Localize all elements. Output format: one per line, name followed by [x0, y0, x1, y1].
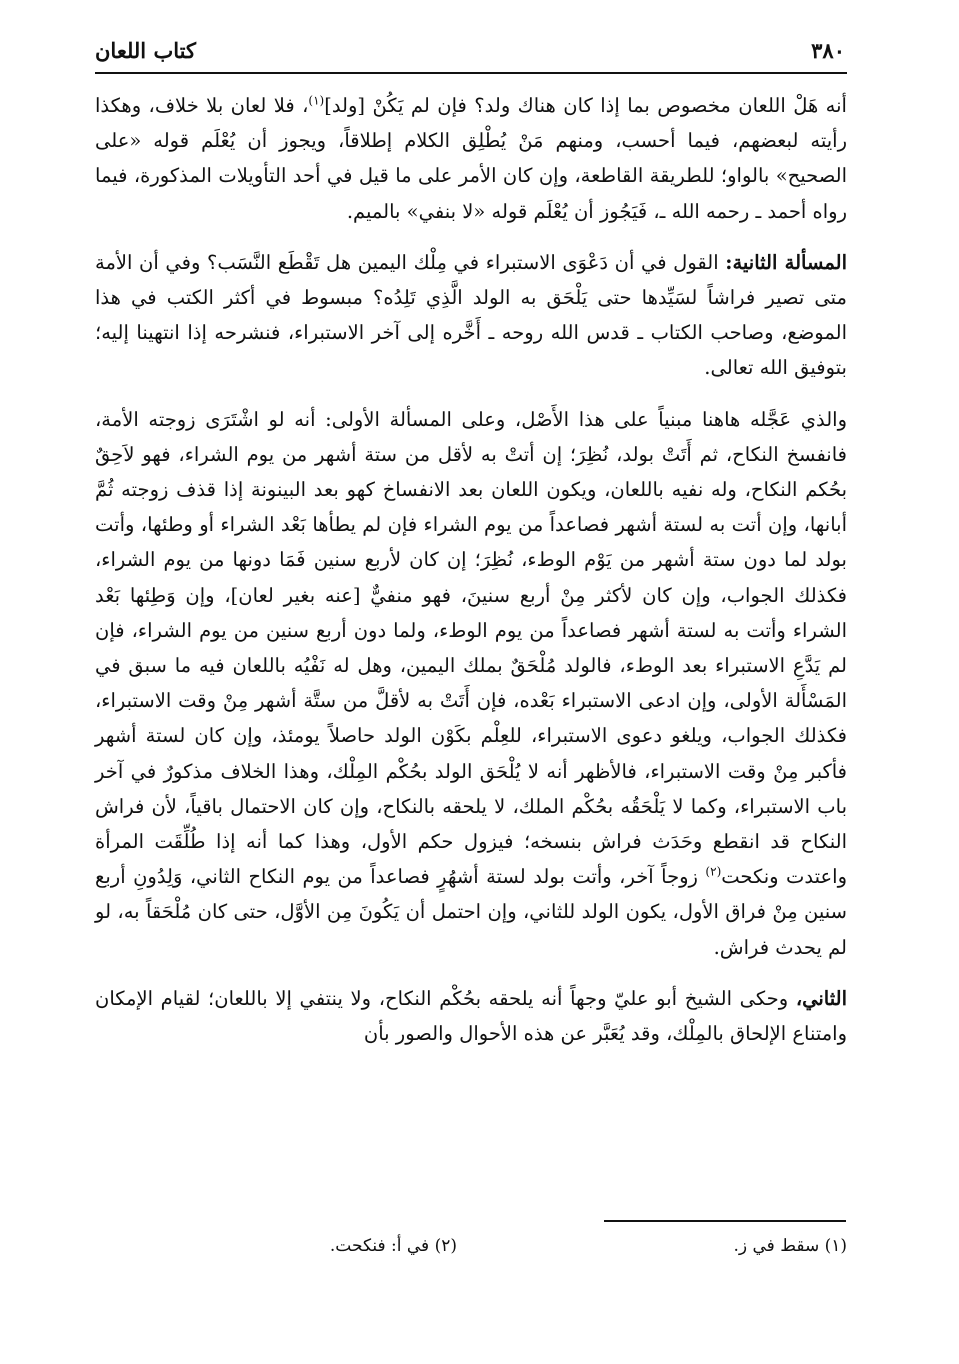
- paragraph-2: [95, 245, 847, 386]
- paragraph-text-start: القول في أن دَعْوَى الاستبراء في مِلْك اليمين هل تَقْطَع النَّسَب؟ وفي أن الأمة متى تصير فراشاً لسَيِّدها حتى يَلْحَق به الولد الَّذِي تَلِدُه؟ مبسوط في أكثر الكتب في هذا الموضع، وصاحب الكتاب ـ قدس الله روحه ـ أَخَّره إلى آخر الاستبراء، فنشرحه إذا انتهينا إليه؛ بتوفيق الله تعالى.: [95, 250, 847, 380]
- paragraph-4: [95, 981, 847, 1051]
- main-text: [95, 88, 847, 1051]
- page-number: ٣٨٠: [811, 38, 845, 63]
- footnote-divider: [604, 1220, 846, 1222]
- page-header: [95, 30, 845, 70]
- paragraph-3: [95, 402, 847, 965]
- footnote-2: (٢) في أ: فنكحت.: [329, 1236, 457, 1256]
- paragraph-text-start: أنه هَلْ اللعان مخصوص بما إذا كان هناك ولد؟ فإن لم يَكُنْ [ولد]: [324, 94, 847, 117]
- paragraph-text-start: وحكى الشيخ أبو عليّ وجهاً أنه يلحقه بحُكْم النكاح، ولا ينتفي إلا باللعان؛ لقيام الإمكان وامتناع الإلحاق بالمِلْك، وقد يُعَبَّر عن هذه الأحوال والصور بأن: [95, 986, 847, 1046]
- footnotes: [95, 1236, 847, 1266]
- paragraph-lead: المسألة الثانية:: [725, 250, 847, 274]
- paragraph-text: زوجاً آخر، وأتت بولد لستة أشهُرٍ فصاعداً من يوم النكاح الثاني، وَلِدُونِ أربع سنين مِنْ فراق الأول، يكون الولد للثاني، وإن احتمل أن يَكُونَ مِن الأوَّل، حتى كان مُلْحَقاً به، لو لم يحدث فراش.: [95, 865, 847, 959]
- paragraph-text-start: والذي عَجَّله هاهنا مبنياً على هذا الأَصْل، وعلى المسألة الأولى: أنه لو اشْتَرَى زوجته الأمة، فانفسخ النكاح، ثم أَتَتْ بولد، نُظِرَ؛ إن أتتْ به لأقل من ستة أشهر من يوم الشراء، فهو لاَحِقٌ بحُكم النكاح، وله نفيه باللعان، ويكون اللعان بعد الانفساخ كهو بعد البينونة إذا قذف زوجته ثُمَّ أبانها، وإن أتت به لستة أشهر فصاعداً من يوم الشراء فإن لم يطأها بَعْد الشراء أو وطئها، وأتت بولد لما دون ستة أشهر من يَوْم الوطء، نُظِرَ؛ إن كان لأربع سنين فَمَا دونها من يوم الشراء، فكذلك الجواب، وإن كان لأكثر مِنْ أربع سنينَ، فهو منفيٌّ [عنه بغير لعان]، وإن وَطِئها بَعْد الشراء وأتت به لستة أشهر فصاعداً من يوم الوطء، ولما دون أربع سنين من يوم الشراء، فإن لم يَدَّعِ الاستبراء بعد الوطء، فالولد مُلْحَقٌ بملك اليمين، وهل له نَفْيُه باللعان فيه ما سبق في المَسْأَلة الأولى، وإن ادعى الاستبراء بَعْده، فإن أَتَتْ به لأقلَّ من ستَّة أشهر مِنْ وقت الاستبراء، فكذلك الجواب، ويلغو دعوى الاستبراء، للعِلْم بكَوْن الولد حاصلاً يومئذ، وإن كان لستة أشهر فأكبر مِنْ وقت الاستبراء، فالأظهر أنه لا يُلْحَق الولد بحُكْم المِلْك، وهذا الخلاف مذكورٌ في آخر باب الاستبراء، وكما لا يَلْحَقُه بحُكْم الملك، لا يلحقه بالنكاح، وإن كان الاحتمال باقياً، لأن فراش النكاح قد انقطع وحَدَث فراش بنسخه؛ فيزول حكم الأول، وهذا كما أنه إذا طُلِّقَت المرأة واعتدت ونكحت: [95, 407, 847, 889]
- paragraph-text: ، فلا لعان بلا خلاف، وهكذا رأيته لبعضهم، فيما أحسب، ومنهم مَنْ يُطْلِق الكلام إطلاقاً، ويجوز أن يُعْلَم قوله «على الصحيح» بالواو؛ للطريقة القاطعة، وإن كان الأمر على ما قيل في أحد التأويلات المذكورة، فيما رواه أحمد ـ رحمه الله ـ، فَيَجُوز أن يُعْلَم قوله «لا بنفي» بالميم.: [95, 94, 847, 223]
- running-title: كتاب اللعان: [95, 38, 196, 63]
- footnote-1: (١) سقط في ز.: [733, 1236, 847, 1256]
- paragraph-1: [95, 88, 847, 229]
- paragraph-lead: الثاني،: [795, 986, 847, 1010]
- header-divider: [95, 72, 847, 74]
- footnote-ref-1: (١): [308, 93, 325, 108]
- footnote-ref-2: (٢): [705, 864, 722, 879]
